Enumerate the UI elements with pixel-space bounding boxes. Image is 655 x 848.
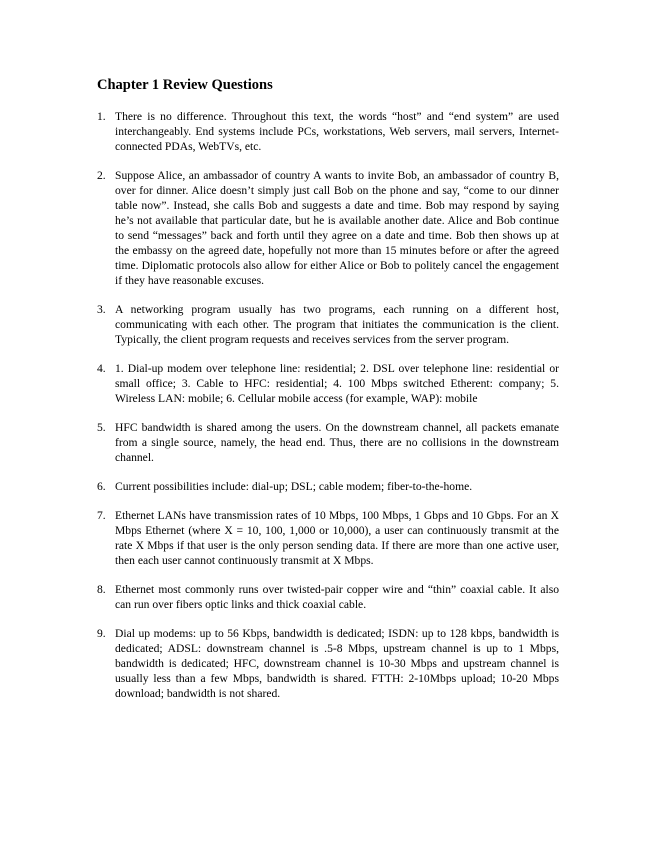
answer-text: There is no difference. Throughout this text, the words “host” and “end system” are used interchangeably. End systems include PCs, workstations, Web servers, mail servers, Internet-connected PDAs, WebTVs, etc.: [115, 110, 559, 153]
question-number: 8.: [97, 583, 106, 596]
answer-text: 1. Dial-up modem over telephone line: residential; 2. DSL over telephone line: residential or small office; 3. Cable to HFC: residential; 4. 100 Mbps switched Etherent: company; 5. Wireless LAN: mobile; 6. Cellular mobile access (for example, WAP): mobile: [115, 362, 559, 405]
answer-text: Suppose Alice, an ambassador of country A wants to invite Bob, an ambassador of country B, over for dinner. Alice doesn’t simply just call Bob on the phone and say, “come to our dinner table now”. Instead, she calls Bob and suggests a date and time. Bob may respond by saying he’s not available that particular date, but he is available another date. Alice and Bob continue to send “messages” back and forth until they agree on a date and time. Bob then shows up at the embassy on the agreed date, hopefully not more than 15 minutes before or after the agreed time. Diplomatic protocols also allow for either Alice or Bob to politely cancel the engagement if they have reasonable excuses.: [115, 169, 559, 287]
question-item: [97, 361, 559, 406]
question-number: 4.: [97, 362, 106, 375]
question-list: [97, 109, 559, 715]
question-item: [97, 582, 559, 612]
answer-text: HFC bandwidth is shared among the users. On the downstream channel, all packets emanate from a single source, namely, the head end. Thus, there are no collisions in the downstream channel.: [115, 421, 559, 464]
question-item: [97, 479, 559, 494]
page-title: Chapter 1 Review Questions: [97, 77, 273, 93]
question-number: 6.: [97, 480, 106, 493]
question-number: 3.: [97, 303, 106, 316]
question-number: 1.: [97, 110, 106, 123]
question-item: [97, 508, 559, 568]
question-item: [97, 420, 559, 465]
question-number: 2.: [97, 169, 106, 182]
question-number: 7.: [97, 509, 106, 522]
answer-text: A networking program usually has two programs, each running on a different host, communicating with each other. The program that initiates the communication is the client. Typically, the client program requests and receives services from the server program.: [115, 303, 559, 346]
answer-text: Dial up modems: up to 56 Kbps, bandwidth is dedicated; ISDN: up to 128 kbps, bandwidth is dedicated; ADSL: downstream channel is .5-8 Mbps, upstream channel is up to 1 Mbps, bandwidth is dedicated; HFC, downstream channel is 10-30 Mbps and upstream channel is usually less than a few Mbps, bandwidth is shared. FTTH: 2-10Mbps upload; 10-20 Mbps download; bandwidth is not shared.: [115, 627, 559, 700]
question-item: [97, 626, 559, 701]
question-item: [97, 109, 559, 154]
question-item: [97, 302, 559, 347]
answer-text: Current possibilities include: dial-up; DSL; cable modem; fiber-to-the-home.: [115, 480, 473, 493]
question-number: 5.: [97, 421, 106, 434]
question-item: [97, 168, 559, 288]
question-number: 9.: [97, 627, 106, 640]
answer-text: Ethernet LANs have transmission rates of 10 Mbps, 100 Mbps, 1 Gbps and 10 Gbps. For an X Mbps Ethernet (where X = 10, 100, 1,000 or 10,000), a user can continuously transmit at the rate X Mbps if that user is the only person sending data. If there are more than one active user, then each user cannot continuously transmit at X Mbps.: [115, 509, 559, 567]
answer-text: Ethernet most commonly runs over twisted-pair copper wire and “thin” coaxial cable. It also can run over fibers optic links and thick coaxial cable.: [115, 583, 559, 611]
